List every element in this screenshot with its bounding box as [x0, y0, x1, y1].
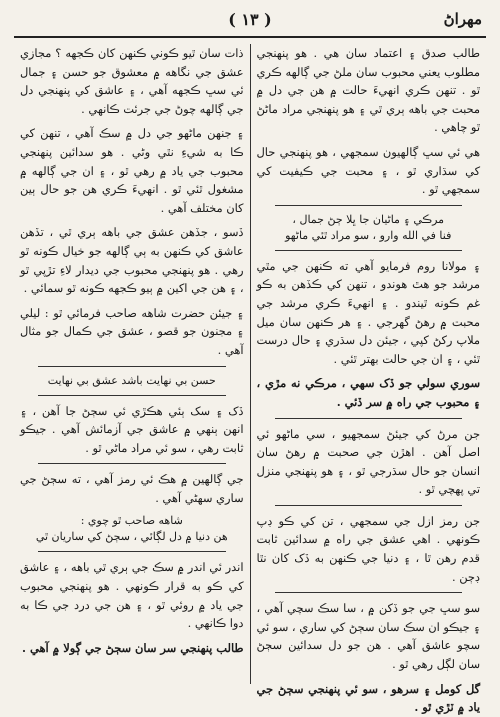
separator [38, 463, 226, 464]
paragraph: طالب صدق ۽ اعتماد سان هي . هو پنهنجي مطلوب يعني محبوب سان ملڻ جي ڳالهه ڪري ٿو . تنهن ڪري انهيءَ حالت ۾ هن جي دل ۾ محبت جي باهه ٻري ٿي ۽ هو پنهنجي مراد ماڻڻ ٿو چاهي . [256, 46, 480, 135]
page-number: ( ١٣ ) [228, 10, 272, 29]
paragraph: ڏسو ، جڏهن عشق جي باهه ٻري ٿي ، تڏهن عاشق کي ڪنهن به ٻي ڳالهه جو خيال ڪونه ٿو رهي . هو پنهنجي محبوب جي ديدار لاءِ تڙپي ٿو ، ۽ هن جي اکين ۾ ٻيو ڪجهه ڪونه ٿو سمائي . [20, 225, 244, 296]
verse: مرڪي ۽ ماڻيان جا ڀلا ڄڻ جمال ، فنا في الله وارو ، سو مراد ٿئي ماڻهو [285, 212, 452, 242]
left-column [14, 44, 250, 684]
paragraph: ۽ مولانا روم فرمايو آهي ته ڪنهن جي مٿي مرشد جو هٿ هوندو ، تنهن کي ڪڏهن به ڪو غم ڪونه ٿيندو . ۽ انهيءَ ڪري مرشد جي محبت ۾ رهڻ گهرجي . ۽ هر ڪنهن سان ميل ملاپ رکڻ کپي ، جيئن دل سڌري ۽ حال درست ٿئي ، ۽ ان جي حالت بهتر ٿئي . [256, 258, 480, 366]
page-header [14, 8, 486, 38]
separator [275, 250, 463, 251]
right-column [251, 44, 487, 715]
paragraph: جي ڳالهين ۾ هڪ ئي رمز آهي ، ته سڄڻ جي ساري سهڻي آهي . [20, 472, 244, 505]
separator [38, 366, 226, 367]
running-title: مهراڻ [443, 10, 482, 28]
paragraph: اندر ئي اندر ۾ سڪ جي ٻري ٿي باهه ، ۽ عاشق کي ڪو به قرار ڪونهي . هو پنهنجي محبوب جي ياد ۾ روئي ٿو ، ۽ هن جي درد جي ڪا به دوا ڪانهي . [20, 560, 244, 631]
separator [38, 395, 226, 396]
paragraph: سوري سولي جو ڏک سهي ، مرڪي نه مڙي ، ۽ محبوب جي راه ۾ سر ڏئي . [256, 376, 480, 409]
separator [275, 418, 463, 419]
persian-quote: حسن بي نهايت باشد عشق بي نهايت [47, 373, 216, 387]
paragraph: سو سڀ جي جو ڏکن ۾ ، سا سڪ سچي آهي ، ۽ جيڪو ان سڪ سان سڄڻ کي ساري ، سو ئي سچو عاشق آهي . هن جو دل سدائين سڄڻ سان لڳل رهي ٿو . [256, 601, 480, 672]
separator [275, 592, 463, 593]
paragraph: ذات سان ٿيو ڪوني ڪنهن کان ڪجهه ؟ مجازي عشق جي نگاهه ۾ معشوق جو حسن ۽ جمال ئي سڀ ڪجهه آهي ، ۽ عاشق کي پنهنجي دل جي ڳالهه چوڻ جي جرئت ڪانهي . [20, 46, 244, 116]
paragraph: جن مرڻ کي جيئڻ سمجهيو ، سي ماڻهو ئي اصل آهن . اهڙن جي صحبت ۾ رهڻ سان انسان جو حال سڌرجي ٿو ، ۽ هو پنهنجي منزل تي پهچي ٿو . [256, 426, 480, 497]
paragraph: جن رمز ازل جي سمجهي ، تن کي ڪو ڊپ ڪونهي . اهي عشق جي راه ۾ سدائين ثابت قدم رهن ٿا ، ۽ دنيا جي ڪنهن به ڏک کان نٿا ڊڄن . [256, 513, 480, 584]
two-column-body [14, 44, 486, 715]
paragraph: هي ئي سڀ ڳالهيون سمجهي ، هو پنهنجي حال کي سڌاري ٿو ، ۽ محبت جي ڪيفيت کي سمجهي ٿو . [256, 144, 480, 197]
verse: شاهه صاحب ٿو چوي : هن دنيا ۾ دل لڳائي ، سڄڻ کي ساريان ٿي [35, 514, 228, 544]
paragraph: ۽ جيئن حضرت شاهه صاحب فرمائي ٿو : ليلي ۽ مجنون جو قصو ، عشق جي ڪمال جو مثال آهي . [20, 305, 244, 357]
separator [275, 205, 463, 206]
paragraph: طالب پنهنجي سر سان سڄڻ جي ڳولا ۾ آهي . [22, 640, 244, 655]
paragraph: ڏک ۽ سک ٻئي هڪڙي ئي سڄڻ جا آهن ، ۽ انهن ٻنهي ۾ عاشق جي آزمائش آهي . جيڪو ثابت رهي ، سو ئي مراد ماڻي ٿو . [20, 403, 244, 455]
paragraph: گل کومل ۽ سرهو ، سو ئي پنهنجي سڄڻ جي ياد ۾ ٽڙي ٿو . [256, 681, 480, 715]
paragraph: ۽ جنهن ماڻهو جي دل ۾ سڪ آهي ، تنهن کي ڪا به شيءِ نٿي وڻي . هو سدائين پنهنجي محبوب جي ياد ۾ رهي ٿو ، ۽ ان جي ڳالهه ۾ مشغول ٿئي ٿو . انهيءَ ڪري هن جو حال ٻين کان مختلف آهي . [20, 126, 244, 215]
separator [275, 505, 463, 506]
separator [38, 551, 226, 552]
